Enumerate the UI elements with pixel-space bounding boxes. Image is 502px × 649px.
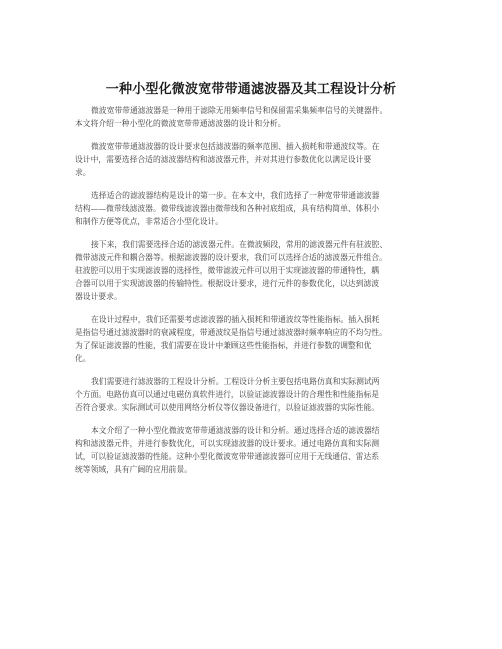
document-title: 一种小型化微波宽带带通滤波器及其工程设计分析 — [105, 82, 397, 97]
paragraph-line: 接下来，我们需要选择合适的滤波器元件。在微波频段，常用的滤波器元件有驻波腔、 — [91, 240, 388, 249]
paragraph-line: 构和滤波器元件，并进行参数优化，可以实现滤波器的设计要求。通过电路仿真和实际测 — [75, 439, 380, 448]
document-body — [75, 104, 437, 486]
paragraph-line: 驻波腔可以用于实现滤波器的选择性，微带滤波元件可以用于实现滤波器的带通特性，耦 — [75, 266, 380, 275]
paragraph-line: 微波宽带带通滤波器是一种用于滤除无用频率信号和保留需采集频率信号的关键器件。 — [91, 106, 388, 115]
paragraph — [75, 238, 437, 303]
paragraph-line: 在设计过程中，我们还需要考虑滤波器的插入损耗和带通波纹等性能指标。插入损耗 — [91, 315, 380, 324]
paragraph-line: 化。 — [75, 354, 91, 363]
paragraph-line: 选择适合的滤波器结构是设计的第一步。在本文中，我们选择了一种宽带带通滤波器 — [91, 191, 380, 200]
paragraph-line: 试，可以验证滤波器的性能。这种小型化微波宽带带通滤波器可应用于无线通信、雷达系 — [75, 452, 380, 461]
paragraph-line: 为了保证滤波器的性能，我们需要在设计中兼顾这些性能指标，并进行参数的调整和优 — [75, 341, 372, 350]
paragraph-line: 我们需要进行滤波器的工程设计分析。工程设计分析主要包括电路仿真和实际测试两 — [91, 377, 380, 386]
paragraph-line: 微带滤波元件和耦合器等。根据滤波器的设计要求，我们可以选择合适的滤波器元件组合。 — [75, 253, 387, 262]
paragraph-line: 否符合要求。实际测试可以使用网络分析仪等仪器设备进行，以验证滤波器的实际性能。 — [75, 403, 380, 412]
paragraph — [75, 313, 437, 365]
paragraph — [75, 424, 437, 476]
paragraph-line: 是指信号通过滤波器时的衰减程度，带通波纹是指信号通过滤波器时频率响应的不均匀性。 — [75, 328, 387, 337]
paragraph-line: 本文将介绍一种小型化的微波宽带带通滤波器的设计和分析。 — [75, 119, 286, 128]
paragraph-line: 统等领域，具有广阔的应用前景。 — [75, 465, 192, 474]
paragraph-line: 设计中，需要选择合适的滤波器结构和滤波器元件，并对其进行参数优化以满足设计要 — [75, 155, 372, 164]
paragraph-line: 器设计要求。 — [75, 292, 122, 301]
paragraph-line: 结构——微带线滤波器。微带线滤波器由微带线和各种衬底组成，具有结构简单、体积小 — [75, 204, 380, 213]
paragraph-line: 和制作方便等优点，非常适合小型化设计。 — [75, 217, 224, 226]
paragraph-line: 求。 — [75, 168, 91, 177]
paragraph-line: 合器可以用于实现滤波器的传输特性。根据设计要求，进行元件的参数优化，以达到滤波 — [75, 279, 380, 288]
paragraph-line: 微波宽带带通滤波器的设计要求包括滤波器的频率范围、插入损耗和带通波纹等。在 — [91, 142, 380, 151]
paragraph — [75, 104, 437, 130]
paragraph — [75, 189, 437, 228]
paragraph — [75, 140, 437, 179]
paragraph — [75, 375, 437, 414]
paragraph-line: 个方面。电路仿真可以通过电磁仿真软件进行，以验证滤波器设计的合理性和性能指标是 — [75, 390, 380, 399]
paragraph-line: 本文介绍了一种小型化微波宽带带通滤波器的设计和分析。通过选择合适的滤波器结 — [91, 426, 380, 435]
